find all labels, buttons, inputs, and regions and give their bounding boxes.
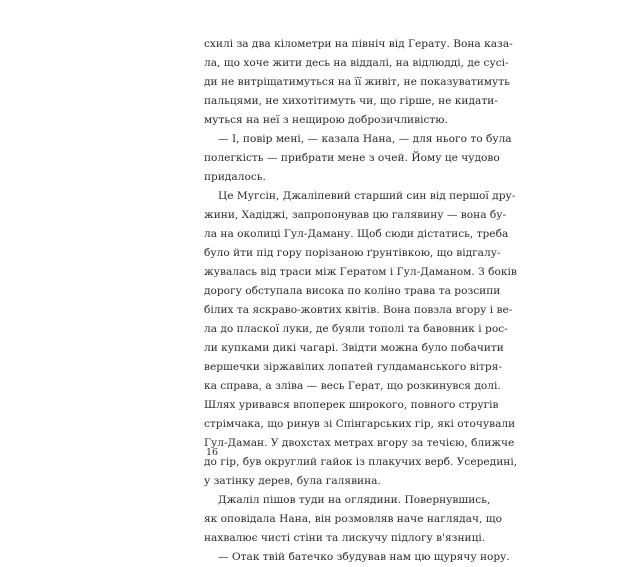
- text-line: нахвалює чисті стіни та лискучу підлогу в'язниці.: [204, 532, 486, 544]
- text-line: — І, повір мені, — казала Нана, — для нього то була: [218, 133, 512, 145]
- text-line: у затінку дерев, була галявина.: [204, 475, 381, 487]
- text-line: до гір, був округлий гайок із плакучих верб. Усередині,: [204, 456, 518, 468]
- text-line: Джаліл пішов туди на оглядини. Повернувшись,: [218, 494, 491, 506]
- text-line: полегкість — прибрати мене з очей. Йому це чудово: [204, 152, 500, 164]
- text-line: Шлях уривався впоперек широкого, повного стругів: [204, 399, 499, 411]
- text-line: було йти під гору порізаною ґрунтівкою, що відгалу-: [204, 247, 501, 259]
- text-line: Це Мугсін, Джаліпевий старший син від першої дру-: [218, 190, 516, 202]
- text-line: білих та яскраво-жовтих квітів. Вона повзла вгору і ве-: [204, 304, 513, 316]
- text-line: жувалась від траси між Гератом і Гул-Даманом. З боків: [204, 266, 517, 278]
- body-text: [204, 35, 518, 567]
- page-number: 16: [206, 447, 219, 458]
- text-line: стрімчака, що ринув зі Спінгарських гір, які оточували: [204, 418, 516, 430]
- text-line: вершечки зіржавілих лопатей гулдаманського вітря-: [204, 361, 502, 373]
- text-line: — Отак твій батечко збудував нам цю щурячу нору.: [218, 551, 510, 563]
- text-line: ла на околиці Гул-Даману. Щоб сюди дістатись, треба: [204, 228, 509, 240]
- text-line: ла до пласкої луки, де буяли тополі та бавовник і рос-: [204, 323, 508, 335]
- text-line: Гул-Даман. У двохстах метрах вгору за течією, ближче: [204, 437, 515, 449]
- text-line: муться на неї з нещирою доброзичливістю.: [204, 114, 448, 126]
- text-line: дорогу обступала висока по коліно трава та розсипи: [204, 285, 501, 297]
- text-line: ка справа, а зліва — весь Герат, що розкинувся долі.: [204, 380, 501, 392]
- text-line: ли купками дикі чагарі. Звідти можна було побачити: [204, 342, 504, 354]
- text-line: як оповідала Нана, він розмовляв наче наглядач, що: [204, 513, 502, 525]
- text-line: ди не витріщатимуться на її живіт, не показуватимуть: [204, 76, 510, 88]
- text-line: ла, що хоче жити десь на віддалі, на відлюдді, де сусі-: [204, 57, 509, 69]
- text-line: схилі за два кілометри на північ від Герату. Вона каза-: [204, 38, 513, 50]
- text-line: жини, Хадіджі, запропонував цю галявину — вона бу-: [204, 209, 507, 221]
- text-line: пальцями, не хихотітимуть чи, що гірше, не кидати-: [204, 95, 498, 107]
- text-line: придалось.: [204, 171, 266, 183]
